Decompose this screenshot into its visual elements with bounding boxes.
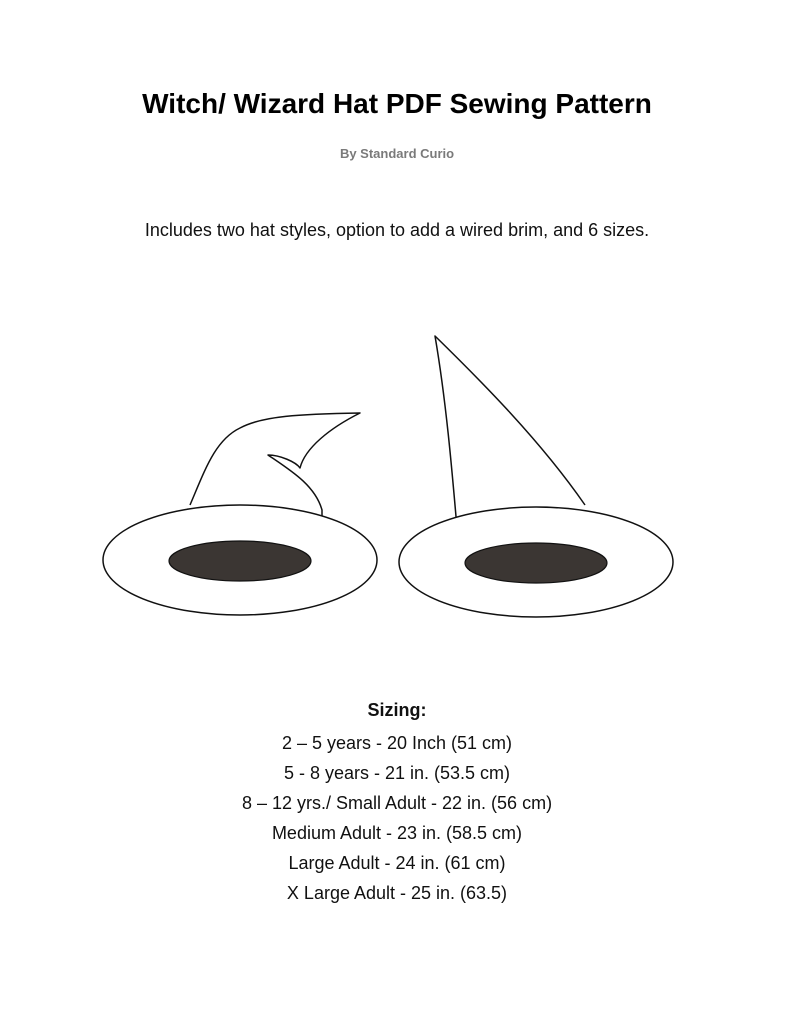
size-item: 2 – 5 years - 20 Inch (51 cm) [281,733,513,753]
sizing-section [0,698,794,908]
page-title: Witch/ Wizard Hat PDF Sewing Pattern [142,88,652,119]
hats-illustration [90,320,690,630]
author-credit: By Standard Curio [339,146,455,161]
pointed-witch-hat [399,336,673,617]
sizing-heading: Sizing: [367,700,427,720]
size-item: 8 – 12 yrs./ Small Adult - 22 in. (56 cm) [241,793,553,813]
intro-text: Includes two hat styles, option to add a wired brim, and 6 sizes. [144,220,650,240]
curled-witch-hat [103,413,377,615]
size-item: Medium Adult - 23 in. (58.5 cm) [271,823,523,843]
size-item: 5 - 8 years - 21 in. (53.5 cm) [283,763,511,783]
size-item: X Large Adult - 25 in. (63.5) [286,883,508,903]
curled-hat-opening [169,541,311,581]
pointed-hat-cone [435,336,585,528]
pointed-hat-opening [465,543,607,583]
sizing-list [0,728,794,908]
size-item: Large Adult - 24 in. (61 cm) [288,853,506,873]
